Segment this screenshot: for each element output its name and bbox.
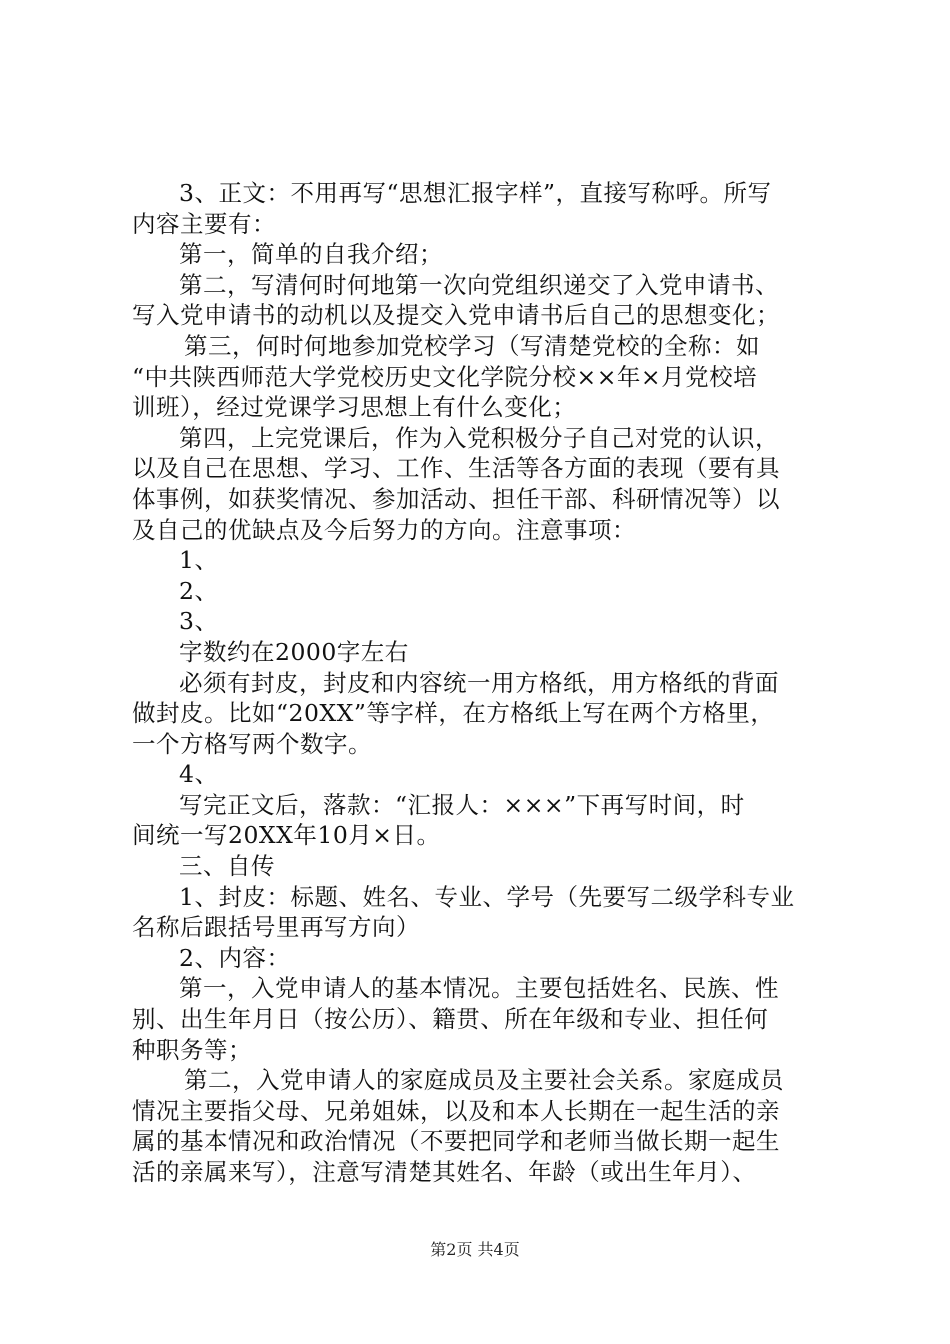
text-line: 体事例，如获奖情况、参加活动、担任干部、科研情况等）以 (132, 484, 780, 513)
text-line: 及自己的优缺点及今后努力的方向。注意事项： (132, 515, 636, 544)
text-line: “中共陕西师范大学党校历史文化学院分校××年×月党校培 (132, 362, 758, 391)
text-line: 一个方格写两个数字。 (132, 729, 372, 758)
text-line: 名称后跟括号里再写方向） (132, 913, 420, 942)
text-line: 做封皮。比如“20XX”等字样，在方格纸上写在两个方格里， (132, 699, 775, 728)
text-line: 第一，入党申请人的基本情况。主要包括姓名、民族、性 (179, 974, 779, 1003)
text-line: 第二，入党申请人的家庭成员及主要社会关系。家庭成员 (184, 1066, 784, 1095)
body-text (132, 178, 832, 1188)
text-line: 第三，何时何地参加党校学习（写清楚党校的全称：如 (184, 331, 760, 360)
text-line: 字数约在2000字左右 (179, 637, 409, 666)
text-line: 训班），经过党课学习思想上有什么变化； (132, 393, 577, 422)
text-line: 1、封皮：标题、姓名、专业、学号（先要写二级学科专业 (179, 882, 795, 911)
text-line: 写完正文后，落款：“汇报人：×××”下再写时间，时 (179, 790, 745, 819)
text-line: 内容主要有： (132, 209, 276, 238)
text-line: 必须有封皮，封皮和内容统一用方格纸，用方格纸的背面 (179, 668, 779, 697)
page-number: 第2页 共4页 (430, 1240, 520, 1259)
text-line: 别、出生年月日（按公历）、籍贯、所在年级和专业、担任何 (132, 1005, 769, 1034)
page-footer (0, 1240, 950, 1260)
text-line: 2、 (179, 576, 219, 605)
text-line: 3、 (179, 607, 219, 636)
text-line: 以及自己在思想、学习、工作、生活等各方面的表现（要有具 (132, 454, 780, 483)
text-line: 1、 (179, 546, 219, 575)
text-line: 情况主要指父母、兄弟姐妹，以及和本人长期在一起生活的亲 (132, 1096, 780, 1125)
text-line: 2、内容： (179, 943, 291, 972)
text-line: 三、自传 (179, 852, 275, 881)
text-line: 写入党申请书的动机以及提交入党申请书后自己的思想变化； (132, 301, 780, 330)
text-line: 第四，上完党课后，作为入党积极分子自己对党的认识， (179, 423, 779, 452)
text-line: 种职务等； (132, 1035, 252, 1064)
text-line: 第一，简单的自我介绍； (179, 240, 443, 269)
text-line: 属的基本情况和政治情况（不要把同学和老师当做长期一起生 (132, 1127, 780, 1156)
text-line: 第二，写清何时何地第一次向党组织递交了入党申请书、 (179, 270, 779, 299)
text-line: 活的亲属来写），注意写清楚其姓名、年龄（或出生年月）、 (132, 1158, 757, 1186)
text-line: 间统一写20XX年10月×日。 (132, 821, 441, 850)
text-line: 4、 (179, 760, 219, 789)
text-line: 3、正文：不用再写“思想汇报字样”，直接写称呼。所写 (179, 179, 772, 207)
